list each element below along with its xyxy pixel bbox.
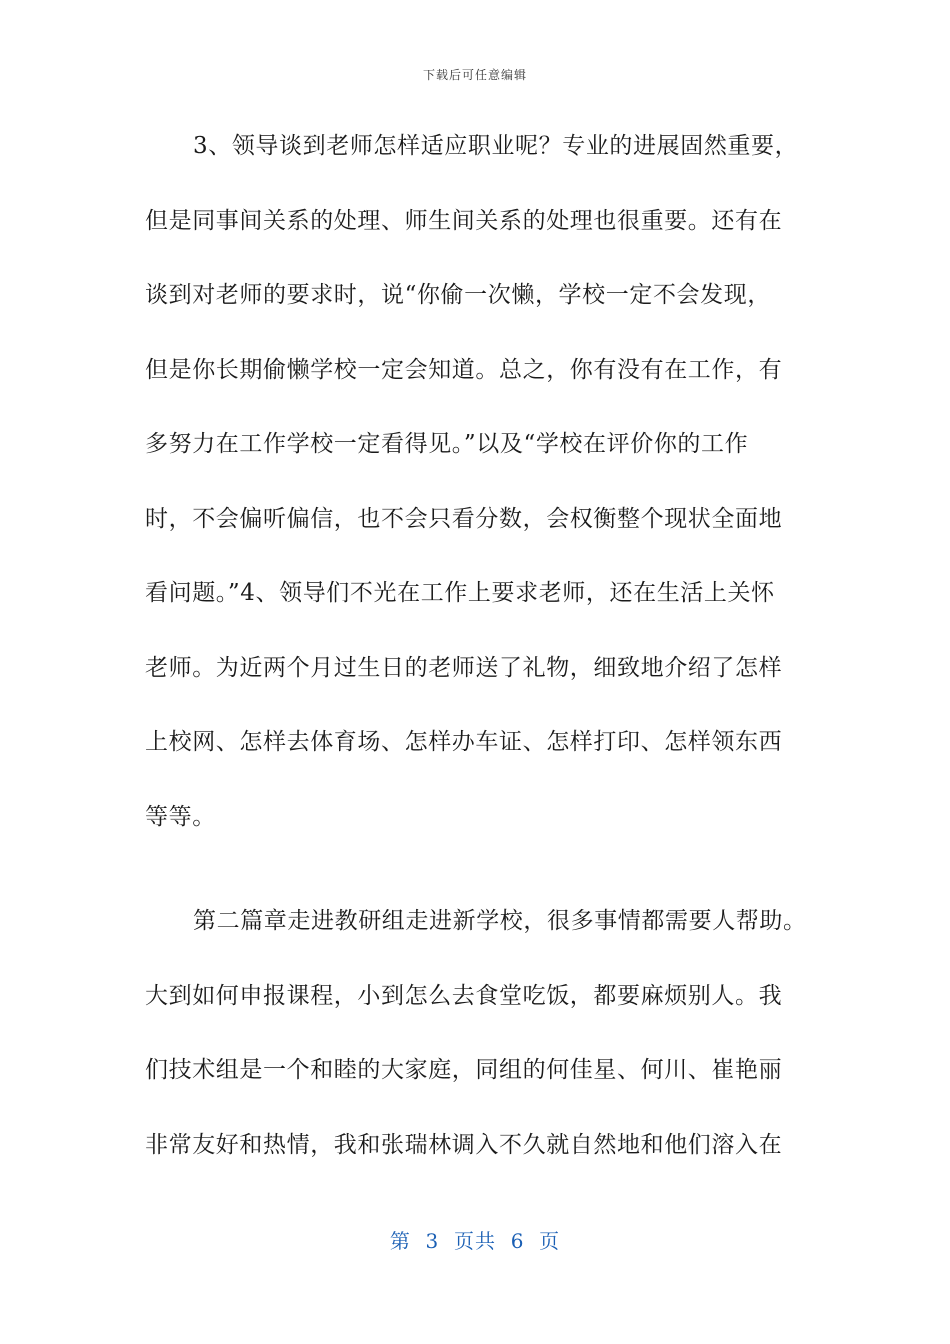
text-line: 第二篇章走进教研组走进新学校，很多事情都需要人帮助。 <box>193 908 807 934</box>
text-line: 谈到对老师的要求时，说“你偷一次懒，学校一定不会发现， <box>145 282 771 308</box>
text-line: 多努力在工作学校一定看得见。”以及“学校在评价你的工作 <box>145 431 749 457</box>
text-line: 但是同事间关系的处理、师生间关系的处理也很重要。还有在 <box>145 207 783 234</box>
text-line: 等等。 <box>145 803 216 830</box>
text-line: 3、领导谈到老师怎样适应职业呢？专业的进展固然重要， <box>193 133 799 159</box>
text-line: 老师。为近两个月过生日的老师送了礼物，细致地介绍了怎样 <box>145 654 783 681</box>
paragraph-gap <box>145 869 815 899</box>
text-line: 非常友好和热情，我和张瑞林调入不久就自然地和他们溶入在 <box>145 1131 783 1158</box>
text-line: 时，不会偏听偏信，也不会只看分数，会权衡整个现状全面地 <box>145 505 783 532</box>
text-line: 大到如何申报课程，小到怎么去食堂吃饭，都要麻烦别人。我 <box>145 982 783 1009</box>
page-number: 第 3 页共 6 页 <box>389 1229 561 1253</box>
header-note: 下载后可任意编辑 <box>422 68 527 82</box>
text-line: 但是你长期偷懒学校一定会知道。总之，你有没有在工作，有 <box>145 356 783 383</box>
text-line: 们技术组是一个和睦的大家庭，同组的何佳星、何川、崔艳丽 <box>145 1057 783 1083</box>
text-line: 上校网、怎样去体育场、怎样办车证、怎样打印、怎样领东西 <box>145 729 783 755</box>
document-body <box>145 124 815 1197</box>
text-line: 看问题。”4、领导们不光在工作上要求老师，还在生活上关怀 <box>145 580 775 606</box>
